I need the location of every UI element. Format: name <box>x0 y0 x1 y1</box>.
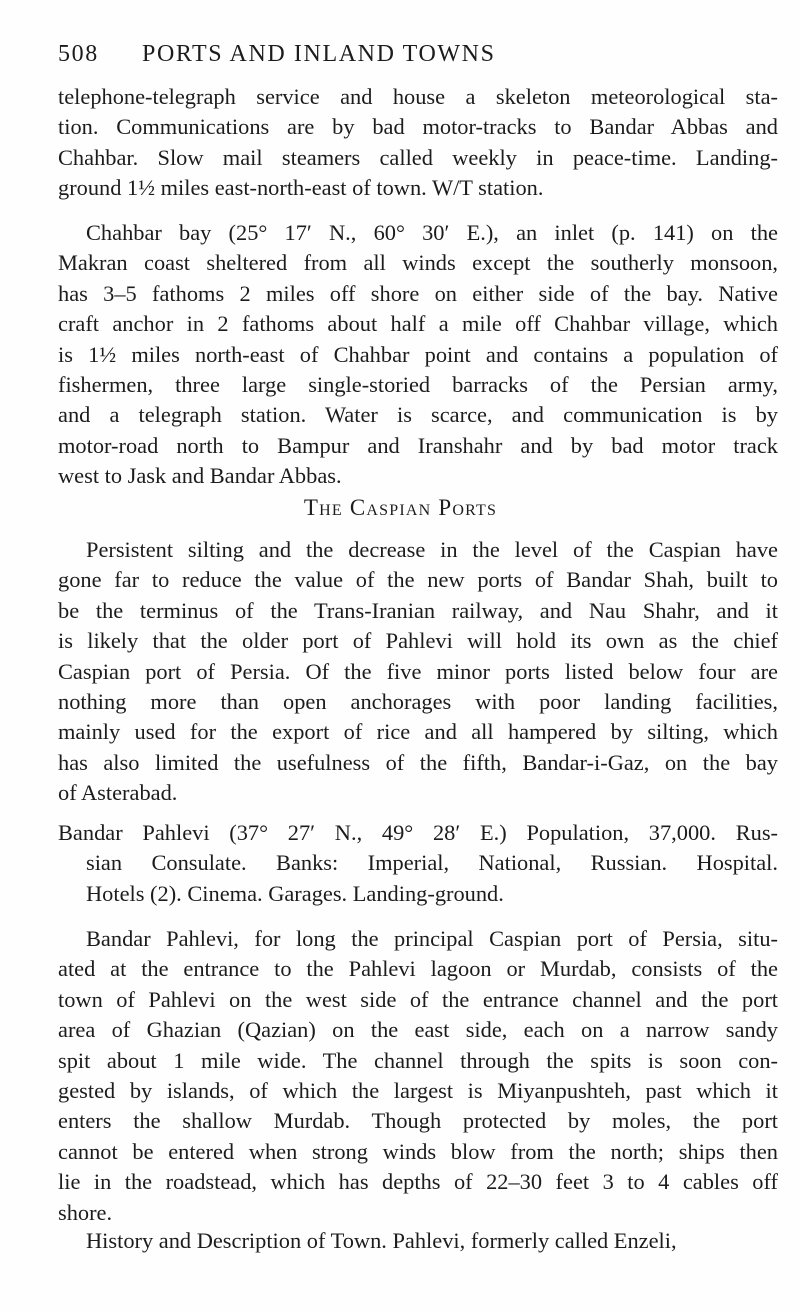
page-number: 508 <box>58 41 99 67</box>
text-line: lie in the roadstead, which has depths of 22–30 feet 3 to 4 cables off <box>58 1169 778 1195</box>
text-line: nothing more than open anchorages with poor landing facilities, <box>58 689 778 715</box>
text-line: Persistent silting and the decrease in the level of the Caspian have <box>86 537 778 562</box>
text-line: area of Ghazian (Qazian) on the east side, each on a narrow sandy <box>58 1017 778 1043</box>
text-line: craft anchor in 2 fathoms about half a mile off Chahbar village, which <box>58 311 778 337</box>
text-line: has 3–5 fathoms 2 miles off shore on either side of the bay. Native <box>58 280 778 306</box>
text-line: enters the shallow Murdab. Though protected by moles, the port <box>58 1108 778 1134</box>
text-line: History and Description of Town. Pahlevi, formerly called Enzeli, <box>86 1228 677 1253</box>
text-line: sian Consulate. Banks: Imperial, National, Russian. Hospital. <box>86 850 778 876</box>
running-head <box>58 41 758 68</box>
text-line: Chahbar bay (25° 17′ N., 60° 30′ E.), an inlet (p. 141) on the <box>86 220 778 245</box>
text-line: tion. Communications are by bad motor-tracks to Bandar Abbas and <box>58 114 778 140</box>
paragraph-continuation <box>58 82 778 204</box>
text-line: ground 1½ miles east-north-east of town. W/T station. <box>58 175 544 201</box>
text-line: Makran coast sheltered from all winds except the southerly monsoon, <box>58 250 778 276</box>
text-line: and a telegraph station. Water is scarce, and communication is by <box>58 402 778 428</box>
text-line: telephone-telegraph service and house a skeleton meteorological sta- <box>58 84 778 109</box>
text-line: has also limited the usefulness of the fifth, Bandar-i-Gaz, on the bay <box>58 749 778 775</box>
paragraph-chahbar <box>58 218 778 492</box>
text-line: cannot be entered when strong winds blow from the north; ships then <box>58 1138 778 1164</box>
paragraph-history <box>58 1226 778 1256</box>
paragraph-caspian <box>58 535 778 809</box>
text-line: Bandar Pahlevi, for long the principal Caspian port of Persia, situ- <box>86 926 778 951</box>
text-line: mainly used for the export of rice and all hampered by silting, which <box>58 719 778 745</box>
text-line: ated at the entrance to the Pahlevi lagoon or Murdab, consists of the <box>58 956 778 982</box>
text-line: fishermen, three large single-storied barracks of the Persian army, <box>58 372 778 398</box>
text-line: spit about 1 mile wide. The channel through the spits is soon con- <box>58 1047 778 1073</box>
running-title: PORTS AND INLAND TOWNS <box>142 41 496 67</box>
text-line: motor-road north to Bampur and Iranshahr and by bad motor track <box>58 432 778 458</box>
paragraph-bandar-pahlevi <box>58 924 778 1228</box>
text-line: shore. <box>58 1199 113 1225</box>
text-line: is 1½ miles north-east of Chahbar point and contains a population of <box>58 341 778 367</box>
text-line: of Asterabad. <box>58 780 178 806</box>
text-line: town of Pahlevi on the west side of the entrance channel and the port <box>58 986 778 1012</box>
text-line: gested by islands, of which the largest is Miyanpushteh, past which it <box>58 1078 778 1104</box>
paragraph-bandar-pahlevi-entry <box>58 818 778 909</box>
text-line: Caspian port of Persia. Of the five minor ports listed below four are <box>58 658 778 684</box>
text-line: is likely that the older port of Pahlevi will hold its own as the chief <box>58 628 778 654</box>
section-heading: The Caspian Ports <box>303 495 498 520</box>
text-line: west to Jask and Bandar Abbas. <box>58 463 342 489</box>
text-line: Chahbar. Slow mail steamers called weekly in peace-time. Landing- <box>58 144 778 170</box>
text-line: gone far to reduce the value of the new ports of Bandar Shah, built to <box>58 567 778 593</box>
text-line: be the terminus of the Trans-Iranian railway, and Nau Shahr, and it <box>58 597 778 623</box>
text-line: Bandar Pahlevi (37° 27′ N., 49° 28′ E.) Population, 37,000. Rus- <box>58 820 778 845</box>
text-line: Hotels (2). Cinema. Garages. Landing-ground. <box>86 880 504 906</box>
